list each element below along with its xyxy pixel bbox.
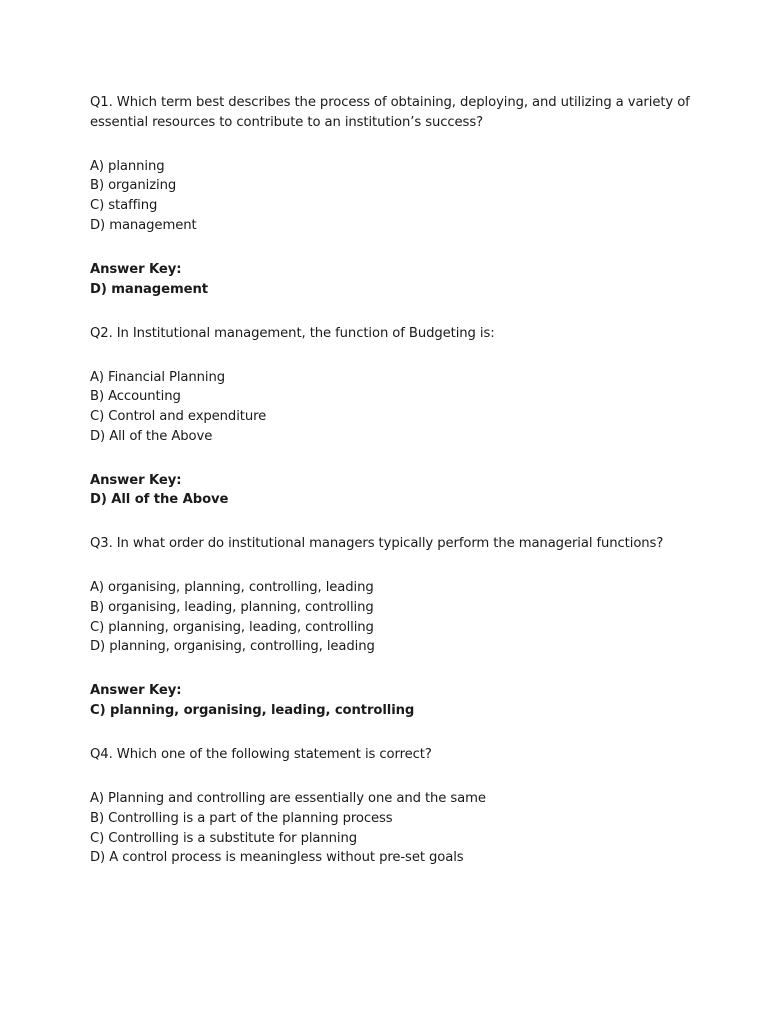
option-item: A) planning (90, 158, 165, 174)
question-text: Q3. In what order do institutional managers typically perform the managerial functions? (90, 536, 664, 552)
question-block-1 (90, 93, 690, 299)
answer-key (90, 681, 690, 720)
question-block-2 (90, 324, 690, 511)
option-item: A) Financial Planning (90, 369, 226, 385)
question-text: Q2. In Institutional management, the function of Budgeting is: (90, 325, 495, 341)
options-list (90, 368, 690, 447)
answer-key-label: Answer Key: (90, 472, 182, 488)
answer-key (90, 260, 690, 299)
option-item: D) management (90, 217, 197, 233)
option-item: D) planning, organising, controlling, leading (90, 639, 375, 655)
options-list (90, 157, 690, 236)
options-list (90, 578, 690, 657)
question-text: Q4. Which one of the following statement is correct? (90, 747, 432, 763)
option-item: D) A control process is meaningless without pre-set goals (90, 850, 464, 866)
option-item: B) organising, leading, planning, controlling (90, 600, 374, 616)
question-text: Q1. Which term best describes the process of obtaining, deploying, and utilizing a variety of essential resources to contribute to an institution’s success? (90, 95, 690, 130)
option-item: B) organizing (90, 178, 177, 194)
option-item: A) Planning and controlling are essentially one and the same (90, 791, 486, 807)
option-item: C) Control and expenditure (90, 408, 267, 424)
answer-key-value: D) All of the Above (90, 492, 229, 508)
option-item: C) planning, organising, leading, controlling (90, 619, 374, 635)
option-item: B) Controlling is a part of the planning process (90, 810, 393, 826)
answer-key-label: Answer Key: (90, 683, 182, 699)
answer-key-value: D) management (90, 281, 208, 297)
answer-key-value: C) planning, organising, leading, controlling (90, 703, 415, 719)
question-block-4 (90, 745, 690, 868)
quiz-document (90, 93, 690, 868)
options-list (90, 789, 690, 868)
option-item: A) organising, planning, controlling, leading (90, 580, 374, 596)
option-item: C) staffing (90, 198, 158, 214)
question-block-3 (90, 534, 690, 721)
option-item: D) All of the Above (90, 428, 213, 444)
answer-key (90, 471, 690, 510)
option-item: B) Accounting (90, 389, 181, 405)
answer-key-label: Answer Key: (90, 261, 182, 277)
option-item: C) Controlling is a substitute for planning (90, 830, 358, 846)
